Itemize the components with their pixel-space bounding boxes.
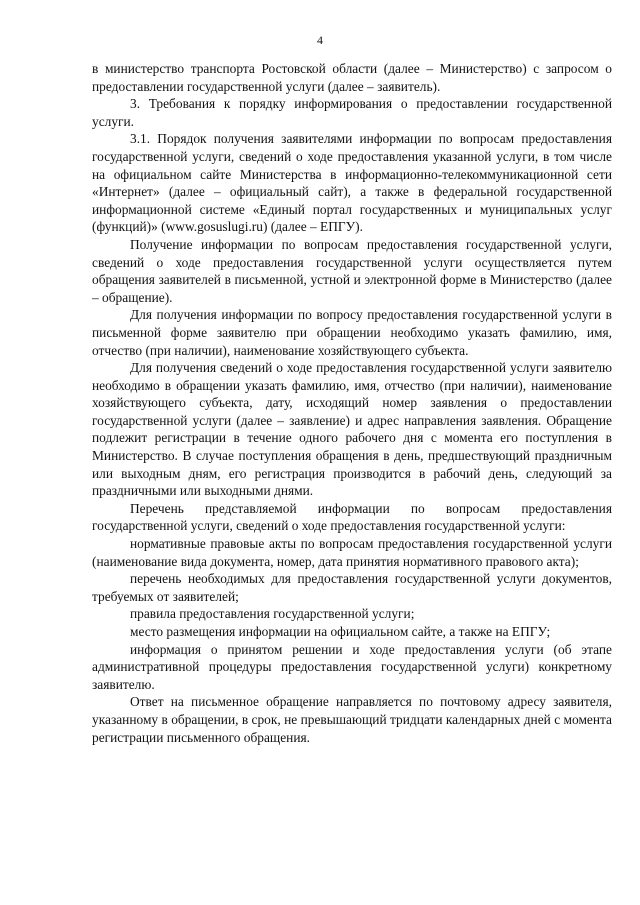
- paragraph: Для получения информации по вопросу предоставления государственной услуги в письменной форме заявителю при обращении необходимо указать фамилию, имя, отчество (при наличии), наименование хозяйствующего субъекта.: [92, 307, 612, 358]
- list-item: перечень необходимых для предоставления государственной услуги документов, требуемых от заявителей;: [92, 571, 612, 604]
- paragraph: Для получения сведений о ходе предоставления государственной услуги заявителю необходимо в обращении указать фамилию, имя, отчество (при наличии), наименование хозяйствующего субъекта, дату, исходящий номер заявления о предоставлении государственной услуги (далее – заявление) и адрес направления заявления. Обращение подлежит регистрации в течение одного рабочего дня с момента его поступления в Министерство. В случае поступления обращения в день, предшествующий праздничным или выходным дням, его регистрация производится в рабочий день, следующий за праздничными или выходными днями.: [92, 360, 612, 499]
- section-heading-3: 3. Требования к порядку информирования о предоставлении государственной услуги.: [92, 96, 612, 129]
- paragraph: Перечень представляемой информации по вопросам предоставления государственной услуги, сведений о ходе предоставления государственной услуги:: [92, 500, 612, 534]
- page-number: 4: [317, 33, 323, 47]
- subsection-3-1: 3.1. Порядок получения заявителями информации по вопросам предоставления государственной услуги, сведений о ходе предоставления указанной услуги, в том числе на официальном сайте Министерства в информационно-телекоммуникационной сети «Интернет» (далее – официальный сайт), а также в федеральной государственной информационной системе «Единый портал государственных и муниципальных услуг (функций)» (www.gosuslugi.ru) (далее – ЕПГУ).: [92, 131, 612, 235]
- paragraph: Ответ на письменное обращение направляется по почтовому адресу заявителя, указанному в обращении, в срок, не превышающий тридцати календарных дней с момента регистрации письменного обращения.: [92, 694, 612, 745]
- paragraph-continuation: в министерство транспорта Ростовской области (далее – Министерство) с запросом о предоставлении государственной услуги (далее – заявитель).: [92, 61, 612, 94]
- document-body: [92, 60, 612, 746]
- list-item: правила предоставления государственной услуги;: [130, 606, 415, 622]
- list-item: нормативные правовые акты по вопросам предоставления государственной услуги (наименование вида документа, номер, дата принятия нормативного правового акта);: [92, 536, 612, 569]
- paragraph: Получение информации по вопросам предоставления государственной услуги, сведений о ходе предоставления государственной услуги осуществляется путем обращения заявителей в письменной, устной и электронной форме в Министерство (далее – обращение).: [92, 236, 612, 305]
- list-item: информация о принятом решении и ходе предоставления услуги (об этапе административной процедуры предоставления государственной услуги) конкретному заявителю.: [92, 641, 612, 692]
- list-item: место размещения информации на официальном сайте, а также на ЕПГУ;: [130, 624, 551, 639]
